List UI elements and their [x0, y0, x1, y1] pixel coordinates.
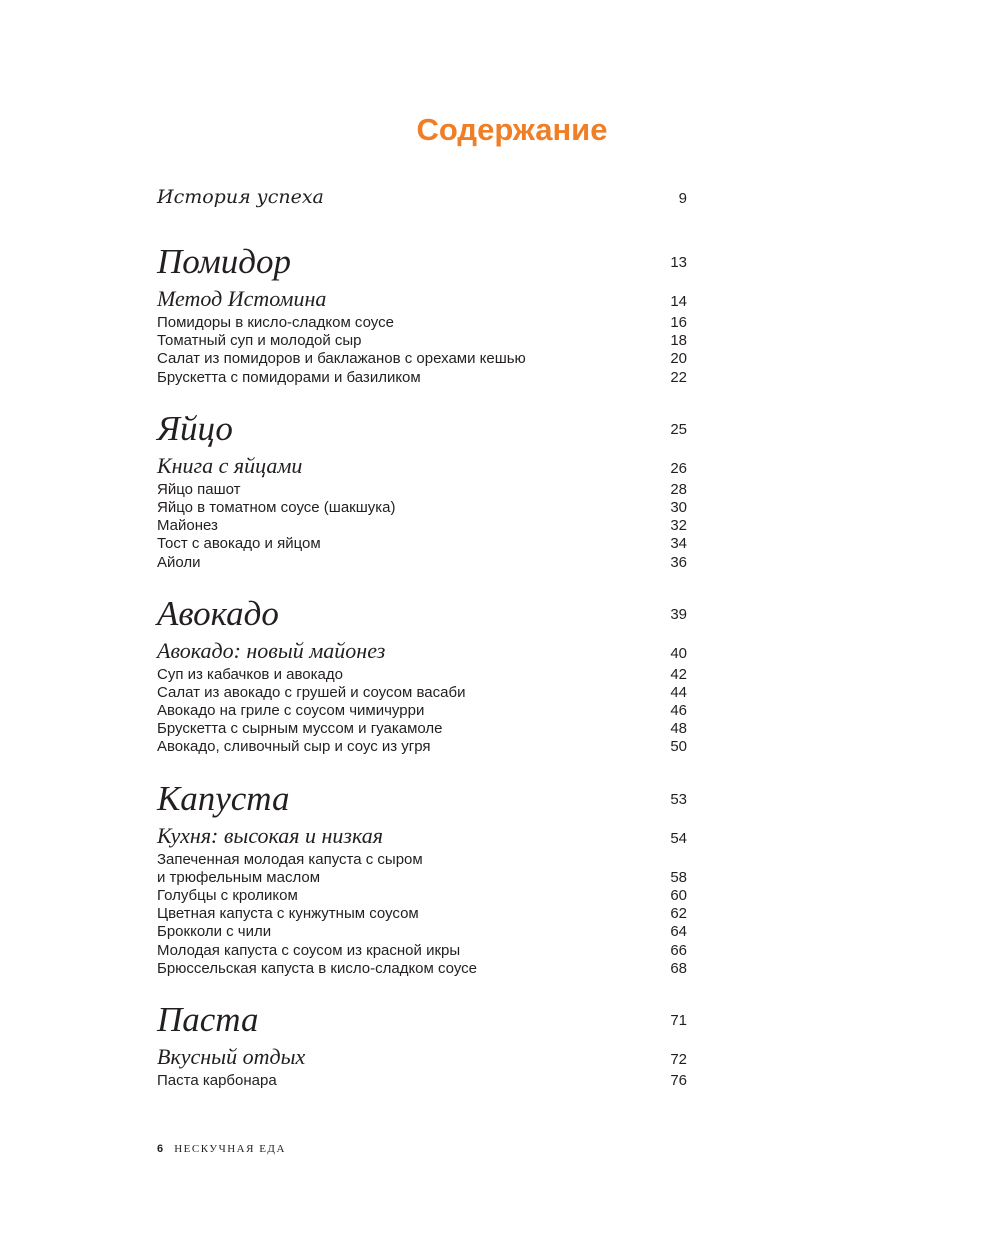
chapter-entry-page-number: 39	[670, 605, 687, 623]
subchapter-entry	[157, 821, 687, 851]
recipe-entry-title: Брускетта с сырным муссом и гуакамоле	[157, 720, 443, 738]
chapter-entry-title: Капуста	[157, 778, 290, 818]
recipe-entry	[157, 702, 687, 720]
subchapter-entry	[157, 1042, 687, 1072]
recipe-entry-page-number: 50	[670, 738, 687, 756]
recipe-entry	[157, 481, 687, 499]
chapter-entry	[157, 998, 687, 1042]
toc-sections	[157, 240, 687, 1090]
recipe-entry-continued	[157, 869, 687, 887]
recipe-entry	[157, 554, 687, 572]
recipe-entry	[157, 666, 687, 684]
recipe-entry	[157, 960, 687, 978]
recipe-entry-continued-title: и трюфельным маслом	[157, 868, 321, 886]
recipe-entry-title: Салат из помидоров и баклажанов с орехами кешью	[157, 350, 526, 368]
recipe-entry-page-number: 28	[670, 480, 687, 498]
recipe-entry-page-number: 32	[670, 517, 687, 535]
recipe-entry-title: Паста карбонара	[157, 1071, 277, 1089]
subchapter-entry-page-number: 14	[670, 293, 687, 310]
recipe-entry-title: Тост с авокадо и яйцом	[157, 535, 321, 553]
subchapter-entry-page-number: 54	[670, 829, 687, 847]
chapter-entry	[157, 240, 687, 284]
recipe-entry-title: Запеченная молодая капуста с сыром	[157, 850, 423, 868]
recipe-entry-title: Брускетта с помидорами и базиликом	[157, 368, 421, 386]
recipe-entry-title: Брокколи с чили	[157, 923, 272, 941]
toc-section	[157, 998, 687, 1090]
subchapter-entry	[157, 636, 687, 666]
recipe-entry-title: Авокадо, сливочный сыр и соус из угря	[157, 738, 431, 756]
recipe-entry-title: Авокадо на гриле с соусом чимичурри	[157, 702, 425, 720]
recipe-entry	[157, 887, 687, 905]
subchapter-entry-title: Авокадо: новый майонез	[157, 637, 386, 663]
chapter-entry-page-number: 25	[670, 420, 687, 438]
intro-title: История успеха	[157, 186, 324, 208]
toc-section	[157, 240, 687, 387]
chapter-entry-title: Яйцо	[157, 408, 233, 448]
recipe-entry	[157, 517, 687, 535]
subchapter-entry-title: Кухня: высокая и низкая	[157, 822, 383, 848]
recipe-entry-title: Голубцы с кроликом	[157, 887, 298, 904]
subchapter-entry	[157, 284, 687, 314]
toc-section	[157, 407, 687, 572]
recipe-entry-page-number: 68	[670, 959, 687, 977]
recipe-entry-page-number: 20	[670, 350, 687, 368]
recipe-entry-title: Суп из кабачков и авокадо	[157, 665, 343, 683]
page-title: Содержание	[416, 112, 608, 147]
recipe-entry-page-number: 30	[670, 498, 687, 516]
recipe-entry-page-number: 42	[670, 665, 687, 683]
recipe-entry	[157, 332, 687, 350]
recipe-entry-title: Салат из авокадо с грушей и соусом васаби	[157, 683, 466, 701]
subchapter-entry-page-number: 26	[670, 459, 687, 477]
recipe-entry	[157, 314, 687, 332]
intro-page-number: 9	[678, 190, 687, 207]
recipe-entry-title: Айоли	[157, 553, 201, 571]
recipe-entry-continued-page-number: 58	[670, 868, 687, 886]
recipe-entry-title: Брюссельская капуста в кисло-сладком соусе	[157, 959, 478, 977]
recipe-entry-page-number: 18	[670, 332, 687, 350]
recipe-entry-title: Помидоры в кисло-сладком соусе	[157, 314, 394, 331]
page-footer	[157, 1143, 286, 1155]
toc-section	[157, 777, 687, 978]
chapter-entry-page-number: 53	[670, 790, 687, 808]
recipe-entry-page-number: 16	[670, 314, 687, 331]
recipe-entry-title: Молодая капуста с соусом из красной икры	[157, 941, 461, 959]
recipe-entry-page-number: 22	[670, 368, 687, 386]
recipe-entry	[157, 684, 687, 702]
chapter-entry	[157, 777, 687, 821]
recipe-entry-page-number: 62	[670, 905, 687, 923]
chapter-entry	[157, 592, 687, 636]
recipe-entry	[157, 499, 687, 517]
recipe-entry-page-number: 60	[670, 887, 687, 904]
recipe-entry	[157, 369, 687, 387]
recipe-entry-title: Майонез	[157, 517, 218, 535]
chapter-entry-page-number: 13	[670, 254, 687, 271]
recipe-entry	[157, 1072, 687, 1090]
subchapter-entry-page-number: 72	[670, 1050, 687, 1068]
recipe-entry-page-number: 48	[670, 720, 687, 738]
subchapter-entry-page-number: 40	[670, 644, 687, 662]
subchapter-entry-title: Вкусный отдых	[157, 1043, 306, 1069]
subchapter-entry-title: Метод Истомина	[157, 286, 327, 311]
recipe-entry-page-number: 44	[670, 683, 687, 701]
recipe-entry-title: Томатный суп и молодой сыр	[157, 332, 362, 350]
chapter-entry-page-number: 71	[670, 1011, 687, 1029]
footer-book-title: НЕСКУЧНАЯ ЕДА	[174, 1143, 286, 1155]
toc-intro-entry	[157, 186, 687, 220]
recipe-entry	[157, 350, 687, 368]
subchapter-entry	[157, 451, 687, 481]
recipe-entry	[157, 923, 687, 941]
recipe-entry-page-number: 34	[670, 535, 687, 553]
footer-page-number: 6	[157, 1143, 164, 1155]
toc-section	[157, 592, 687, 757]
chapter-entry	[157, 407, 687, 451]
chapter-entry-title: Паста	[157, 999, 259, 1039]
recipe-entry-page-number: 36	[670, 553, 687, 571]
recipe-entry	[157, 851, 687, 869]
recipe-entry	[157, 905, 687, 923]
recipe-entry	[157, 720, 687, 738]
recipe-entry	[157, 535, 687, 553]
recipe-entry-title: Яйцо пашот	[157, 480, 241, 498]
recipe-entry-title: Цветная капуста с кунжутным соусом	[157, 905, 419, 923]
recipe-entry	[157, 942, 687, 960]
recipe-entry-page-number: 64	[670, 923, 687, 941]
recipe-entry	[157, 738, 687, 756]
recipe-entry-title: Яйцо в томатном соусе (шакшука)	[157, 498, 396, 516]
recipe-entry-page-number: 66	[670, 941, 687, 959]
recipe-entry-page-number: 76	[670, 1071, 687, 1089]
recipe-entry-page-number: 46	[670, 702, 687, 720]
chapter-entry-title: Авокадо	[157, 593, 279, 633]
subchapter-entry-title: Книга с яйцами	[157, 452, 303, 478]
table-of-contents	[157, 186, 687, 1090]
chapter-entry-title: Помидор	[157, 242, 291, 281]
